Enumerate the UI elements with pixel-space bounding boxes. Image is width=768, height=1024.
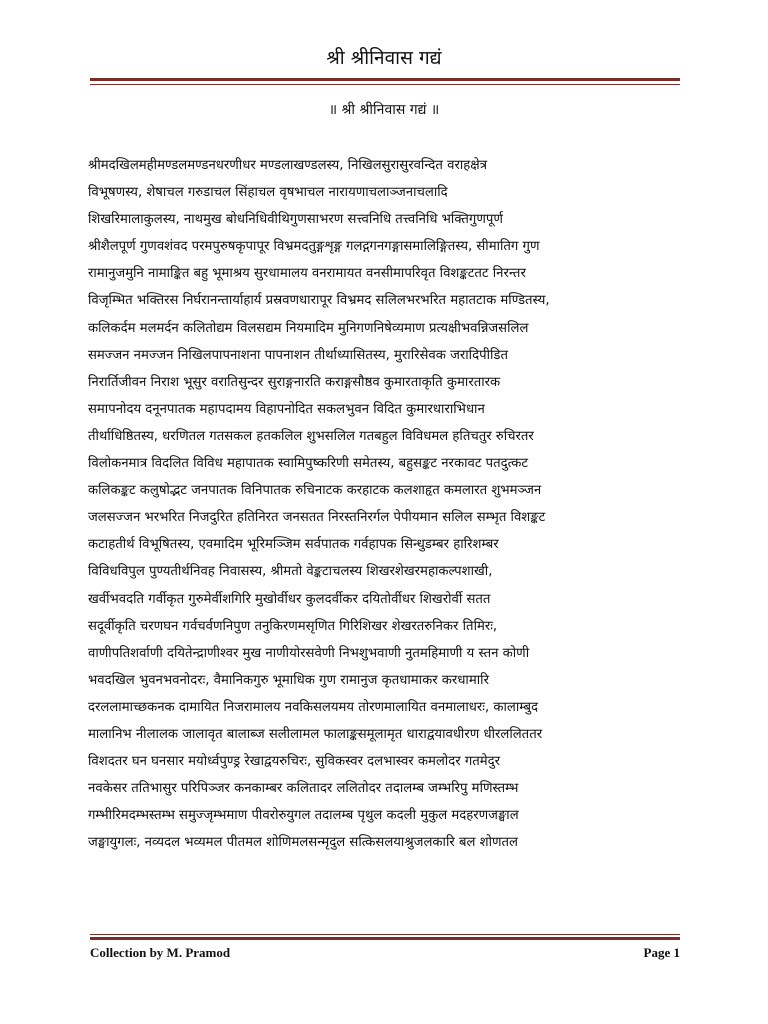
document-subtitle: ॥ श्री श्रीनिवास गद्यं ॥: [328, 102, 440, 118]
body-line: वाणीपतिशर्वाणी दयितेन्द्राणीश्वर मुख नाणीयोरसवेणी निभशुभवाणी नुतमहिमाणी य स्तन कोणी: [88, 645, 530, 661]
body-line: जलसज्जन भरभरित निजदुरित हतिनिरत जनसतत निरस्तनिरर्गल पेपीयमान सलिल सम्भृत विशङ्कट: [88, 510, 546, 526]
body-line: कलिकङ्कट कलुषोद्भट जनपातक विनिपातक रुचिनाटक करहाटक कलशाहृत कमलारत शुभमञ्जन: [88, 483, 542, 499]
body-line: सदूर्वीकृति चरणघन गर्वचर्वणनिपुण तनुकिरणमसृणित गिरिशिखर शेखरतरुनिकर तिमिरः,: [88, 618, 498, 634]
body-line: रामानुजमुनि नामाङ्कित बहु भूमाश्रय सुरधामालय वनरामायत वनसीमापरिवृत विशङ्कटतट निरन्तर: [88, 266, 526, 282]
body-text: [88, 152, 682, 856]
body-line: दरललामाच्छकनक दामायित निजरामालय नवकिसलयमय तोरणमालायित वनमालाधरः, कालाम्बुद: [88, 699, 539, 715]
body-line: खर्वीभवदति गर्वीकृत गुरुमेर्वीशगिरि मुखोर्वीधर कुलदर्वीकर दयितोर्वीधर शिखरोर्वी सतत: [88, 591, 491, 607]
footer-credit: Collection by M. Pramod: [90, 945, 231, 960]
body-line: विशदतर घन घनसार मयोर्ध्वपुण्ड्र रेखाद्वयरुचिरः, सुविकस्वर दलभास्वर कमलोदर गतमेदुर: [88, 754, 501, 770]
body-line: भवदखिल भुवनभवनोदरः, वैमानिकगुरु भूमाधिक गुण रामानुज कृतधामाकर करधामारि: [88, 672, 489, 688]
body-line: समापनोदय दनूनपातक महापदामय विहापनोदित सकलभुवन विदित कुमारधाराभिधान: [88, 401, 485, 417]
page-title: श्री श्रीनिवास गद्यं: [326, 47, 442, 69]
body-line: मालानिभ नीलालक जालावृत बालाब्ज सलीलामल फालाङ्कसमूलामृत धाराद्वयावधीरण धीरललिततर: [88, 726, 543, 742]
body-line: तीर्थाधिष्ठितस्य, धरणितल गतसकल हतकलिल शुभसलिल गतबहुल विविधमल हतिचतुर रुचिरतर: [88, 428, 534, 444]
page-number: Page 1: [643, 945, 680, 960]
body-line: शिखरिमालाकुलस्य, नाथमुख बोधनिधिवीथिगुणसाभरण सत्त्वनिधि तत्त्वनिधि भक्तिगुणपूर्ण: [88, 212, 503, 228]
body-line: विजृम्भित भक्तिरस निर्घरानन्तार्याहार्य प्रस्रवणधारापूर विभ्रमद सलिलभरभरित महातटाक मण्डितस्य,: [88, 293, 550, 309]
footer-rule-thick: [90, 937, 680, 940]
body-line: नवकेसर ततिभासुर परिपिञ्जर कनकाम्बर कलितादर ललितोदर तदालम्ब जम्भरिपु मणिस्तम्भ: [88, 781, 519, 797]
body-line: विविधविपुल पुण्यतीर्थनिवह निवासस्य, श्रीमतो वेङ्कटाचलस्य शिखरशेखरमहाकल्पशाखी,: [88, 564, 493, 580]
footer-rule-thin: [90, 934, 680, 935]
body-line: निरार्तिजीवन निराश भूसुर वरातिसुन्दर सुराङ्गनारति कराङ्गसौष्ठव कुमारताकृति कुमारतारक: [88, 374, 501, 390]
body-line: गम्भीरिमदम्भस्तम्भ समुज्जृम्भमाण पीवरोरुयुगल तदालम्ब पृथुल कदली मुकुल मदहरणजङ्घाल: [88, 808, 519, 824]
body-line: श्रीशैलपूर्ण गुणवशंवद परमपुरुषकृपापूर विभ्रमदतुङ्गशृङ्ग गलद्गगनगङ्गासमालिङ्गितस्य, सीमातिग गुण: [88, 239, 540, 255]
header-rule-thin: [90, 84, 680, 85]
body-line: कलिकर्दम मलमर्दन कलितोद्यम विलसद्यम नियमादिम मुनिगणनिषेव्यमाण प्रत्यक्षीभवन्निजसलिल: [88, 320, 529, 336]
body-line: समज्जन नमज्जन निखिलपापनाशना पापनाशन तीर्थाध्यासितस्य, मुरारिसेवक जरादिपीडित: [88, 347, 508, 363]
body-line: श्रीमदखिलमहीमण्डलमण्डनधरणीधर मण्डलाखण्डलस्य, निखिलसुरासुरवन्दित वराहक्षेत्र: [88, 158, 488, 173]
body-line: विभूषणस्य, शेषाचल गरुडाचल सिंहाचल वृषभाचल नारायणाचलाञ्जनाचलादि: [88, 185, 448, 201]
header-rule-thick: [90, 78, 680, 81]
body-line: विलोकनमात्र विदलित विविध महापातक स्वामिपुष्करिणी समेतस्य, बहुसङ्कट नरकावट पतदुत्कट: [88, 456, 529, 472]
body-line: जङ्घायुगलः, नव्यदल भव्यमल पीतमल शोणिमलसन्मृदुल सत्किसलयाश्रुजलकारि बल शोणतल: [88, 835, 518, 851]
body-line: कटाहतीर्थ विभूषितस्य, एवमादिम भूरिमञ्जिम सर्वपातक गर्वहापक सिन्धुडम्बर हारिशम्बर: [88, 537, 499, 553]
